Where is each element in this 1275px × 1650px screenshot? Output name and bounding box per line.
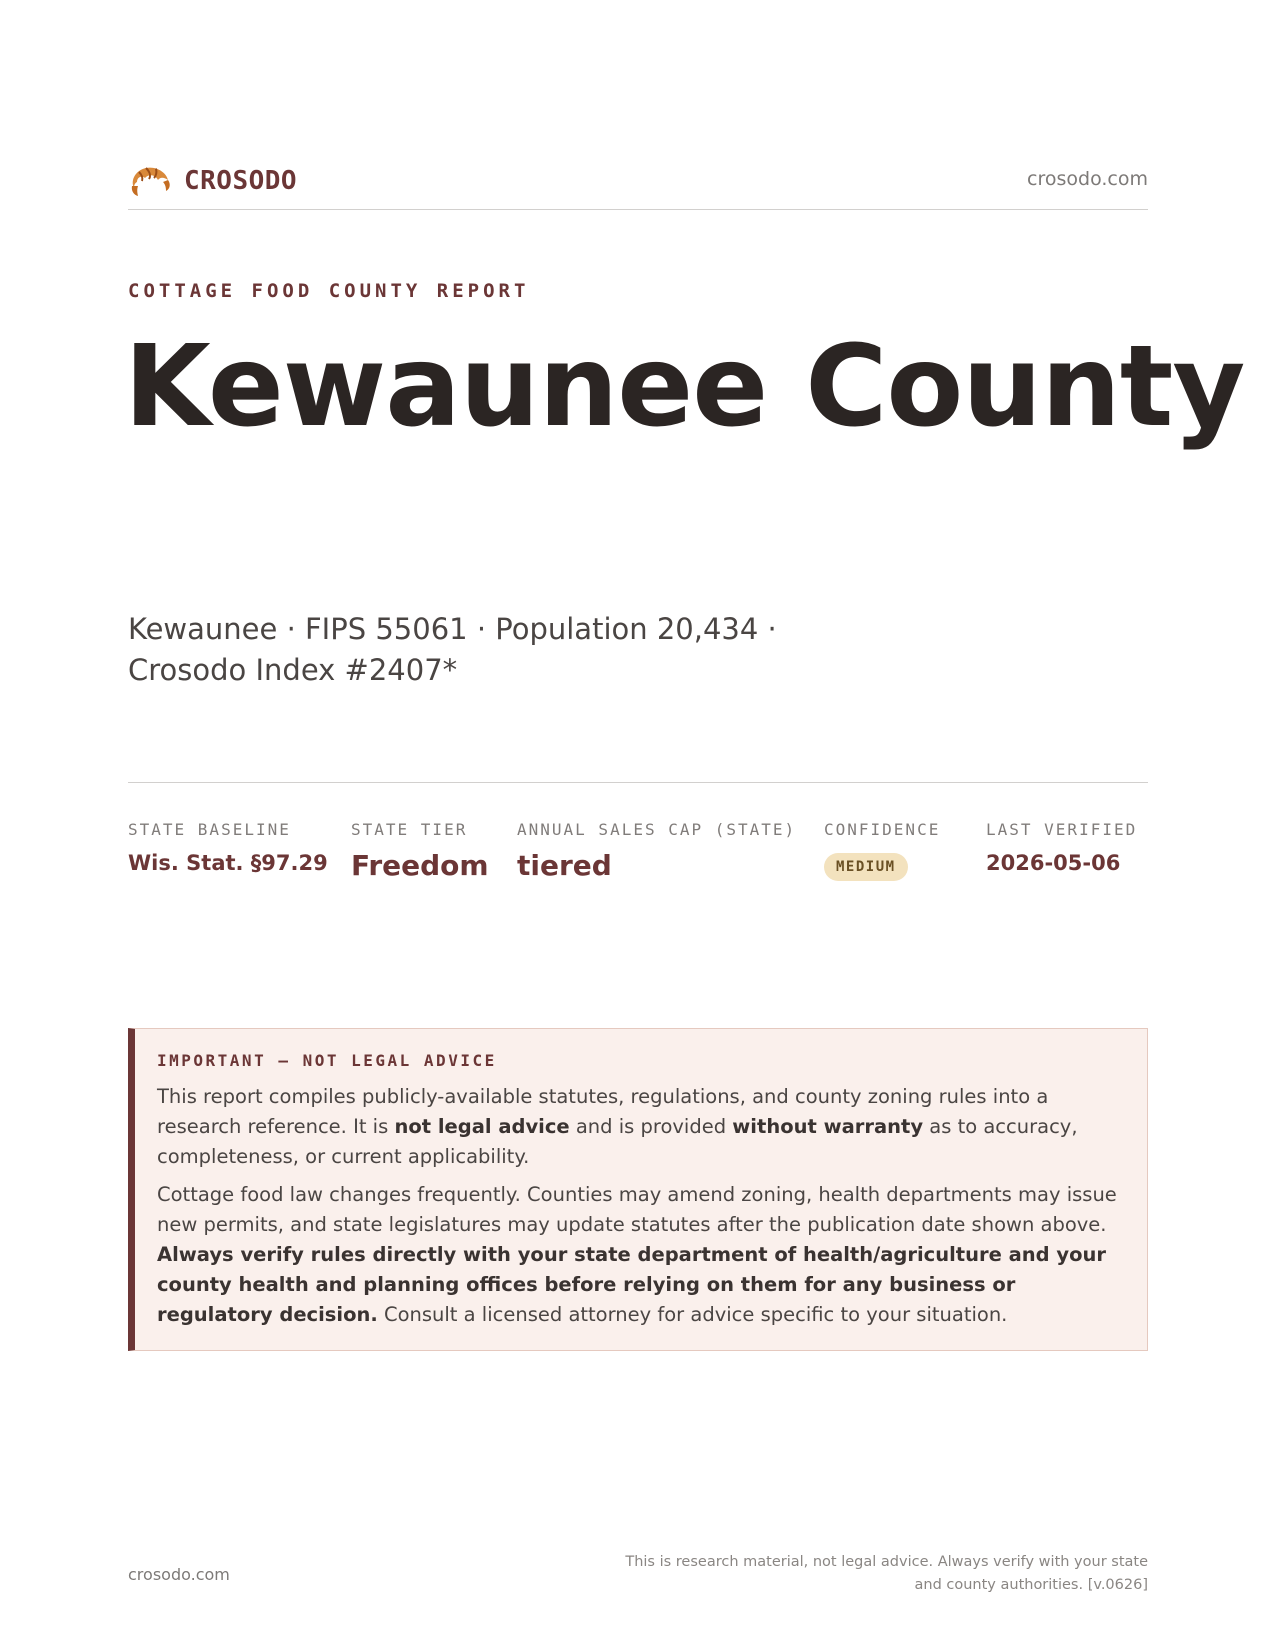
notice-text: Consult a licensed attorney for advice specific to your situation.: [377, 1303, 1008, 1326]
confidence-badge: MEDIUM: [824, 853, 908, 881]
legal-notice: [128, 1028, 1148, 1351]
footer-disclaimer-line: and county authorities. [v.0626]: [914, 1577, 1148, 1593]
stat-last-verified: [986, 820, 1137, 875]
stat-label: STATE TIER: [351, 820, 468, 839]
stat-state-tier: [351, 820, 489, 882]
footer-site-link[interactable]: crosodo.com: [128, 1565, 230, 1584]
notice-paragraph: [157, 1180, 1123, 1330]
stat-value: Freedom: [351, 849, 489, 882]
brand-name: CROSODO: [184, 166, 298, 196]
croissant-icon: [128, 162, 172, 200]
site-link[interactable]: crosodo.com: [1027, 168, 1148, 190]
stat-value: tiered: [517, 849, 612, 882]
page-header: [128, 158, 1148, 210]
brand: [128, 162, 297, 200]
notice-text: This report compiles publicly-available statutes, regulations, and county zoning rules into a research reference. It is: [157, 1085, 1049, 1138]
stat-label: LAST VERIFIED: [986, 820, 1138, 839]
stat-value: Wis. Stat. §97.29: [128, 851, 328, 875]
notice-paragraph: [157, 1082, 1123, 1172]
stat-label: CONFIDENCE: [824, 820, 941, 839]
report-subtitle: Kewaunee · FIPS 55061 · Population 20,434 · Crosodo Index #2407*: [128, 612, 777, 687]
stat-sales-cap: [517, 820, 796, 882]
notice-heading: IMPORTANT — NOT LEGAL ADVICE: [157, 1051, 497, 1070]
notice-emphasis: not legal advice: [394, 1115, 570, 1138]
footer-disclaimer-line: This is research material, not legal advice. Always verify with your state: [625, 1554, 1148, 1570]
stat-label: STATE BASELINE: [128, 820, 291, 839]
report-eyebrow: COTTAGE FOOD COUNTY REPORT: [128, 280, 530, 302]
stat-value: 2026-05-06: [986, 851, 1121, 875]
report-page: [124, 0, 1245, 1650]
stat-label: ANNUAL SALES CAP (STATE): [517, 820, 797, 839]
notice-text: and is provided: [569, 1115, 733, 1138]
notice-emphasis: Always verify rules directly with your state department of health/agriculture and your county health and planning offices before relying on them for any business or regulatory decision.: [157, 1243, 1107, 1326]
stats-row: [128, 782, 1148, 902]
notice-text: Cottage food law changes frequently. Counties may amend zoning, health departments may issue new permits, and state legislatures may update statutes after the publication date shown above.: [157, 1183, 1117, 1236]
stat-state-baseline: [128, 820, 328, 875]
page-title: Kewaunee County: [124, 322, 1245, 452]
notice-emphasis: without warranty: [732, 1115, 924, 1138]
stat-confidence: [824, 820, 940, 881]
notice-text: as to accuracy, completeness, or current applicability.: [157, 1115, 1078, 1168]
footer-disclaimer: [588, 1551, 1148, 1597]
